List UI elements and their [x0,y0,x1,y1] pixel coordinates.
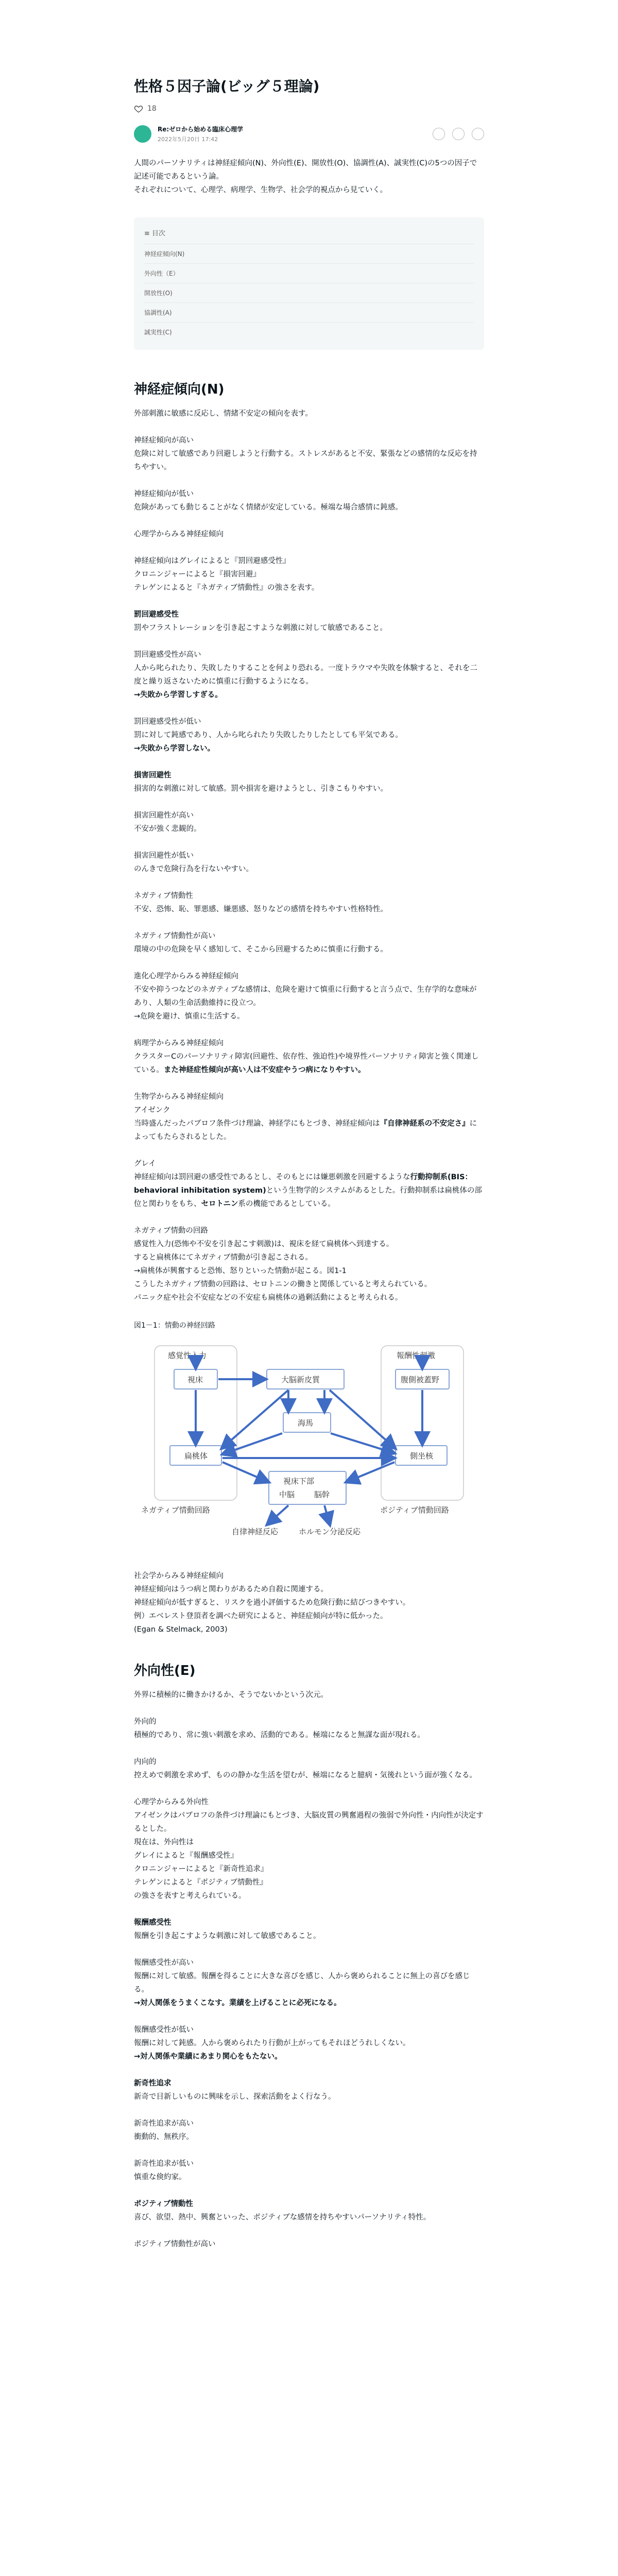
e-introvert [134,1755,484,1782]
n-evo-arrow: →危険を避け、慎重に生活する。 [134,1012,245,1021]
n-gray-t2: という生物学的システムがあるとした。行動抑制系は扁桃体の部位と関わりをもち、 [134,1187,482,1209]
label-hormone: ホルモン分泌反応 [299,1527,361,1537]
e-psy-cloninger: クロニンジャーによると『新奇性追求』 [134,1865,268,1874]
n-gray-t3: 系の機能であるとしている。 [238,1200,335,1209]
e-psy-l2: 現在は、外向性は [134,1838,194,1847]
lead-paragraph-2: それぞれについて、心理学、病理学、生物学、社会学的視点から見ていく。 [134,186,388,195]
n-psych-cloninger: クロニンジャーによると『損害回避』 [134,570,261,579]
label-negative-circuit: ネガティブ情動回路 [141,1505,210,1515]
e-int-title: 内向的 [134,1758,157,1767]
x-share-icon[interactable] [433,128,445,140]
n-neg-title: ネガティブ情動性 [134,892,193,901]
n-hl-title: 損害回避性が低い [134,852,194,860]
avatar[interactable] [134,125,151,143]
n-circ-l5: パニック症や社会不安症などの不安症も扁桃体の過剰活動によると考えられる。 [134,1294,403,1302]
n-gray-t1: 神経症傾向は罰回避の感受性であるとし、そのもとには嫌悪刺激を回避するような [134,1173,410,1182]
node-vta: 腹側被蓋野 [401,1375,440,1385]
n-punish-low [134,715,484,755]
label-sensory-input: 感覚性入力 [168,1351,207,1361]
e-psy-l6: の強さを表すと考えられている。 [134,1892,246,1901]
n-punish-text: 罰やフラストレーションを引き起こすような刺激に対して敏感であること。 [134,624,387,633]
n-gray-serotonin: セロトニン [201,1200,238,1209]
e-pos-title: ポジティブ情動性 [134,2200,193,2209]
label-positive-circuit: ポジティブ情動回路 [380,1505,449,1515]
label-autonomic: 自律神経反応 [232,1527,279,1537]
heart-icon[interactable] [134,104,143,113]
e-novelty-high [134,2117,484,2144]
n-soc-l3: 例）エベレスト登頂者を調べた研究によると、神経症傾向が特に低かった。 [134,1612,388,1621]
node-thalamus: 視床 [187,1375,203,1385]
publish-date: 2022年5月20日 17:42 [158,136,218,143]
n-path-text: クラスターCのパーソナリティ障害(回避性、依存性、強迫性)や境界性パーソナリティ障害と強く関連している。 [134,1053,479,1075]
share-buttons [433,128,484,140]
n-harm-high [134,809,484,836]
e-positive-high [134,2238,484,2251]
n-punish [134,608,484,635]
n-circuit [134,1224,484,1304]
e-pos-text: 喜び、欲望、熱中、興奮といった、ポジティブな感情を持ちやすいパーソナリティ特性。 [134,2213,431,2222]
facebook-share-icon[interactable] [452,128,465,140]
n-bio [134,1090,484,1144]
article-title: 性格５因子論(ビッグ５理論) [134,78,320,95]
n-psych-gray: 神経症傾向はグレイによると『罰回避感受性』 [134,557,290,566]
n-bio-bold: 『自律神経系の不安定さ』 [380,1120,470,1128]
n-bio-eysenck: アイゼンク [134,1106,170,1115]
n-hl-text: のんきで危険行為を行ないやすい。 [134,865,253,874]
n-path-title: 病理学からみる神経症傾向 [134,1039,224,1048]
lead-text [134,157,484,197]
n-neg [134,889,484,916]
n-high [134,434,484,474]
e-psy-l1: アイゼンクはパブロフの条件づけ理論にもとづき、大脳皮質の興奮過程の強弱で外向性・内向性が決定するとした。 [134,1811,484,1834]
e-psy-tellegen: テレゲンによると『ポジティブ情動性』 [134,1878,267,1887]
node-brainstem: 脳幹 [314,1490,330,1500]
section-heading-extraversion: 外向性(E) [134,1663,196,1679]
toc-item-neuroticism[interactable]: 神経症傾向(N) [144,244,474,264]
node-midbrain: 中脳 [279,1490,295,1500]
n-low-title: 神経症傾向が低い [134,490,194,499]
hatena-share-icon[interactable] [472,128,484,140]
node-hypothalamus: 視床下部 [283,1477,315,1486]
n-bio-title: 生物学からみる神経症傾向 [134,1093,224,1101]
e-novelty-low [134,2157,484,2184]
n-neg-high [134,929,484,956]
toc-item-agreeableness[interactable]: 協調性(A) [144,303,474,323]
e-pl-title: ポジティブ情動性が高い [134,2240,216,2249]
e-intro: 外界に積極的に働きかけるか、そうでないかという次元。 [134,1691,328,1700]
e-rl-text: 報酬に対して鈍感。人から褒められたり行動が上がってもそれほどうれしくない。 [134,2039,410,2048]
n-evo [134,970,484,1023]
e-ext-text: 積極的であり、常に強い刺激を求め、活動的である。極端になると無謀な面が現れる。 [134,1731,425,1740]
label-reward-stimulus: 報酬性刺激 [397,1351,436,1361]
e-extravert [134,1715,484,1742]
lead-paragraph-1: 人間のパーソナリティは神経症傾向(N)、外向性(E)、開放性(O)、協調性(A)、誠実性(C)の5つの因子で記述可能であるという論。 [134,159,477,181]
toc-item-extraversion[interactable]: 外向性（E） [144,264,474,283]
toc-item-conscientiousness[interactable]: 誠実性(C) [144,329,172,336]
n-psych-tellegen: テレゲンによると『ネガティブ情動性』の強さを表す。 [134,584,319,592]
n-circ-l2: すると扁桃体にてネガティブ情動が引き起こされる。 [134,1253,313,1262]
e-nvh-title: 新奇性追求が高い [134,2120,194,2128]
e-nov-text: 新奇で目新しいものに興味を示し、探索活動をよく行なう。 [134,2093,336,2102]
n-soc-title: 社会学からみる神経症傾向 [134,1572,224,1581]
toc-title: ≡ 目次 [144,226,474,244]
e-psych [134,1795,484,1903]
e-reward-low [134,2023,484,2063]
e-reward [134,1916,484,1943]
e-nvl-text: 慎重な倹約家。 [134,2173,186,2182]
like-row [134,104,484,113]
n-circ-title: ネガティブ情動の回路 [134,1227,208,1235]
node-cortex: 大脳新皮質 [281,1375,320,1385]
e-nvh-text: 衝動的、無秩序。 [134,2133,194,2142]
n-evo-title: 進化心理学からみる神経症傾向 [134,972,238,981]
n-circ-l4: こうしたネガティブ情動の回路は、セロトニンの働きと関係していると考えられている。 [134,1280,432,1289]
n-gray-bis: 行動抑制系(BIS：behavioral inhibitation system) [134,1173,473,1195]
n-harm-text: 損害的な刺激に対して敏感。罰や損害を避けようとし、引きこもりやすい。 [134,785,388,793]
n-pl-title: 罰回避感受性が低い [134,718,201,726]
e-reward-high [134,1956,484,2010]
figure-caption: 図1－1：情動の神経回路 [134,1321,215,1330]
n-low-text: 危険があっても動じることがなく情緒が安定している。極端な場合感情に鈍感。 [134,503,403,512]
section-heading-neuroticism: 神経症傾向(N) [134,382,225,398]
like-count: 18 [147,105,157,113]
n-soc-l2: 神経症傾向が低すぎると、リスクを過小評価するため危険行動に結びつきやすい。 [134,1599,410,1607]
n-social [134,1569,484,1636]
e-psy-title: 心理学からみる外向性 [134,1798,209,1807]
n-circ-l1: 感覚性入力(恐怖や不安を引き起こす刺激)は、視床を経て扁桃体へ到達する。 [134,1240,394,1249]
e-rh-title: 報酬感受性が高い [134,1959,194,1968]
n-gray [134,1157,484,1211]
n-punish-title: 罰回避感受性 [134,611,179,619]
n-bio-text: 当時盛んだったパブロフ条件づけ理論、神経学にもとづき、神経症傾向は [134,1120,380,1128]
article [134,0,484,2251]
e-rl-title: 報酬感受性が低い [134,2026,194,2035]
node-accumbens: 側坐核 [410,1451,434,1461]
author-meta [158,125,243,143]
n-ph-arrow: →失敗から学習しすぎる。 [134,691,222,700]
n-low [134,487,484,514]
n-circ-l3: →扁桃体が興奮すると恐怖、怒りといった情動が起こる。図1-1 [134,1267,347,1276]
n-hh-text: 不安が強く悲観的。 [134,825,201,834]
n-pl-arrow: →失敗から学習しない。 [134,744,215,753]
n-high-text: 危険に対して敏感であり回避しようと行動する。ストレスがあると不安、緊張などの感情的な反応を持ちやすい。 [134,450,477,472]
n-soc-l1: 神経症傾向はうつ病と関わりがあるため自殺に関連する。 [134,1585,328,1594]
n-harm [134,769,484,795]
e-rl-arrow: →対人関係や業績にあまり関心をもたない。 [134,2053,282,2061]
e-rh-text: 報酬に対して敏感。報酬を得ることに大きな喜びを感じ、人から褒められることに無上の喜びを感じる。 [134,1972,470,1994]
e-novelty [134,2077,484,2104]
n-psych-title: 心理学からみる神経症傾向 [134,530,224,539]
n-pl-text: 罰に対して鈍感であり、人から叱られたり失敗したりしたとしても平気である。 [134,731,403,740]
n-gray-name: グレイ [134,1160,156,1168]
n-intro: 外部刺激に敏感に反応し、情緒不安定の傾向を表す。 [134,410,313,418]
n-soc-cite: (Egan & Stelmack, 2003) [134,1625,228,1634]
n-nh-text: 環境の中の危険を早く感知して、そこから回避するために慎重に行動する。 [134,945,388,954]
toc-item-openness[interactable]: 開放性(O) [144,283,474,303]
n-evo-text: 不安や抑うつなどのネガティブな感情は、危険を避けて慎重に行動すると言う点で、生存学的な意味があり、人類の生命活動維持に役立つ。 [134,986,477,1008]
n-high-title: 神経症傾向が高い [134,436,194,445]
n-bio-tail: によってもたらされるとした。 [134,1120,477,1142]
e-nov-title: 新奇性追求 [134,2079,171,2088]
author-info [134,125,243,143]
e-nvl-title: 新奇性追求が低い [134,2160,194,2168]
n-ph-text: 人から叱られたり、失敗したりすることを何より恐れる。一度トラウマや失敗を体験すると、それを二度と繰り返さないために慎重に行動するようになる。 [134,664,477,686]
n-nh-title: ネガティブ情動性が高い [134,932,216,941]
e-psy-gray: グレイによると『報酬感受性』 [134,1852,238,1860]
n-ph-title: 罰回避感受性が高い [134,651,201,659]
author-bar [134,125,484,143]
e-ext-title: 外向的 [134,1718,157,1726]
n-neg-text: 不安、恐怖、恥、罪悪感、嫌悪感、怒りなどの感情を持ちやすい性格特性。 [134,905,388,914]
emotion-circuit-diagram [134,1336,484,1553]
e-rew-title: 報酬感受性 [134,1919,171,1927]
n-hh-title: 損害回避性が高い [134,811,194,820]
n-harm-title: 損害回避性 [134,771,171,780]
node-amygdala: 扁桃体 [184,1451,208,1461]
n-harm-low [134,849,484,876]
author-name[interactable]: Re:ゼロから始める臨床心理学 [158,126,244,133]
e-rew-text: 報酬を引き起こすような刺激に対して敏感であること。 [134,1932,321,1941]
e-int-text: 控えめで刺激を求めず、ものの静かな生活を望むが、極端になると臆病・気後れという面が強くなる。 [134,1771,477,1780]
e-positive [134,2197,484,2224]
table-of-contents [134,217,484,350]
e-rh-arrow: →対人関係をうまくこなす。業績を上げることに必死になる。 [134,1999,341,2008]
node-hippocampus: 海馬 [298,1418,314,1428]
n-psych-list [134,554,484,595]
n-path [134,1037,484,1077]
n-path-bold: また神経症性傾向が高い人は不安症やうつ病になりやすい。 [164,1066,366,1075]
n-punish-high [134,648,484,702]
